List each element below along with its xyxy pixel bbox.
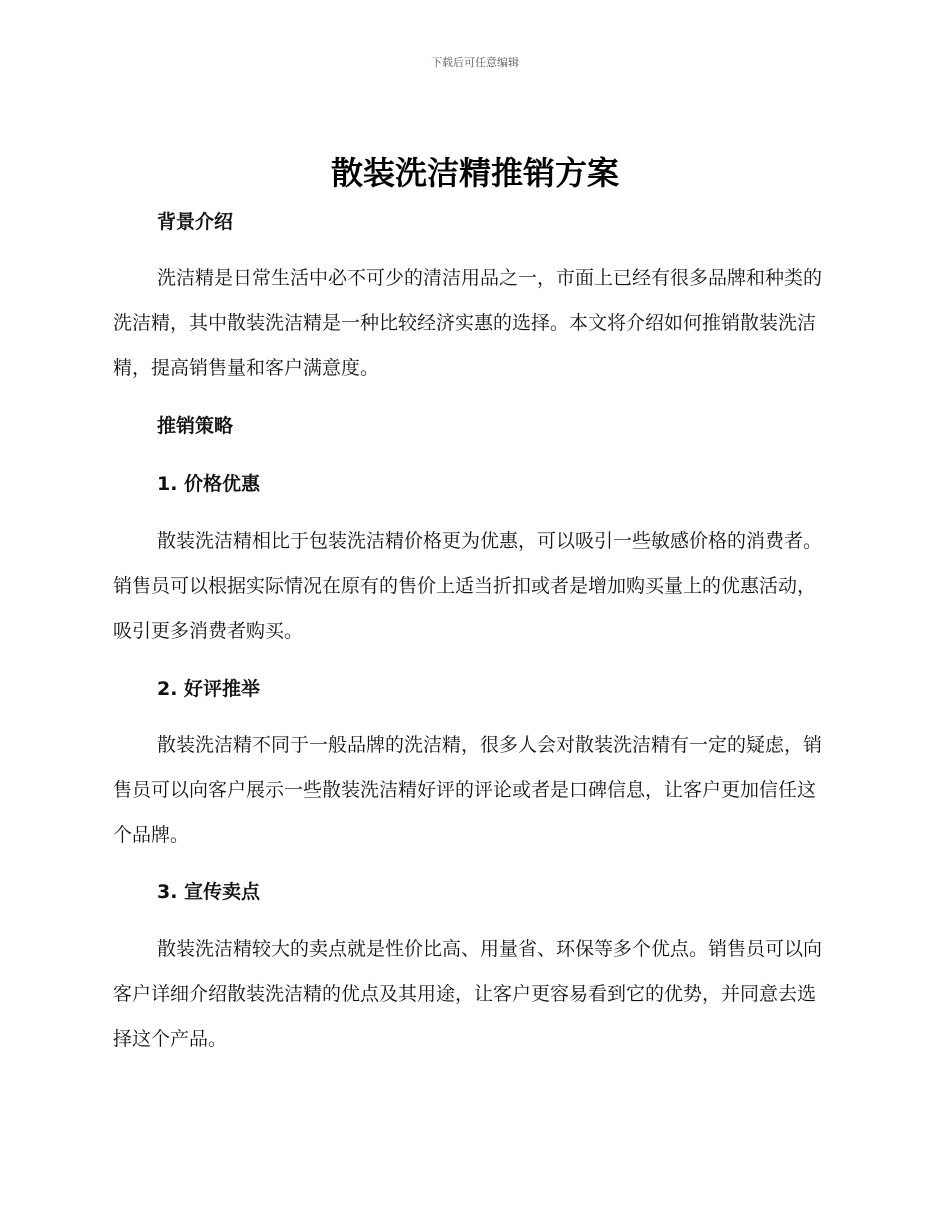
paragraph-selling-points: 散装洗洁精较大的卖点就是性价比高、用量省、环保等多个优点。销售员可以向客户详细介绍散装洗洁精的优点及其用途，让客户更容易看到它的优势，并同意去选择这个产品。 [113,938,823,1050]
paragraph-price: 散装洗洁精相比于包装洗洁精价格更为优惠，可以吸引一些敏感价格的消费者。销售员可以根据实际情况在原有的售价上适当折扣或者是增加购买量上的优惠活动，吸引更多消费者购买。 [113,530,823,642]
section-heading-selling-points: 3. 宣传卖点 [157,881,261,903]
document-title: 散装洗洁精推销方案 [330,154,619,192]
section-heading-background: 背景介绍 [157,211,234,233]
section-heading-strategy: 推销策略 [157,415,234,437]
paragraph-background: 洗洁精是日常生活中必不可少的清洁用品之一，市面上已经有很多品牌和种类的洗洁精，其中散装洗洁精是一种比较经济实惠的选择。本文将介绍如何推销散装洗洁精，提高销售量和客户满意度。 [113,267,823,379]
section-heading-price: 1. 价格优惠 [157,473,261,495]
page-header: 下载后可任意编辑 [431,56,519,69]
section-heading-reviews: 2. 好评推举 [157,678,261,700]
paragraph-reviews: 散装洗洁精不同于一般品牌的洗洁精，很多人会对散装洗洁精有一定的疑虑，销售员可以向客户展示一些散装洗洁精好评的评论或者是口碑信息，让客户更加信任这个品牌。 [113,734,823,846]
